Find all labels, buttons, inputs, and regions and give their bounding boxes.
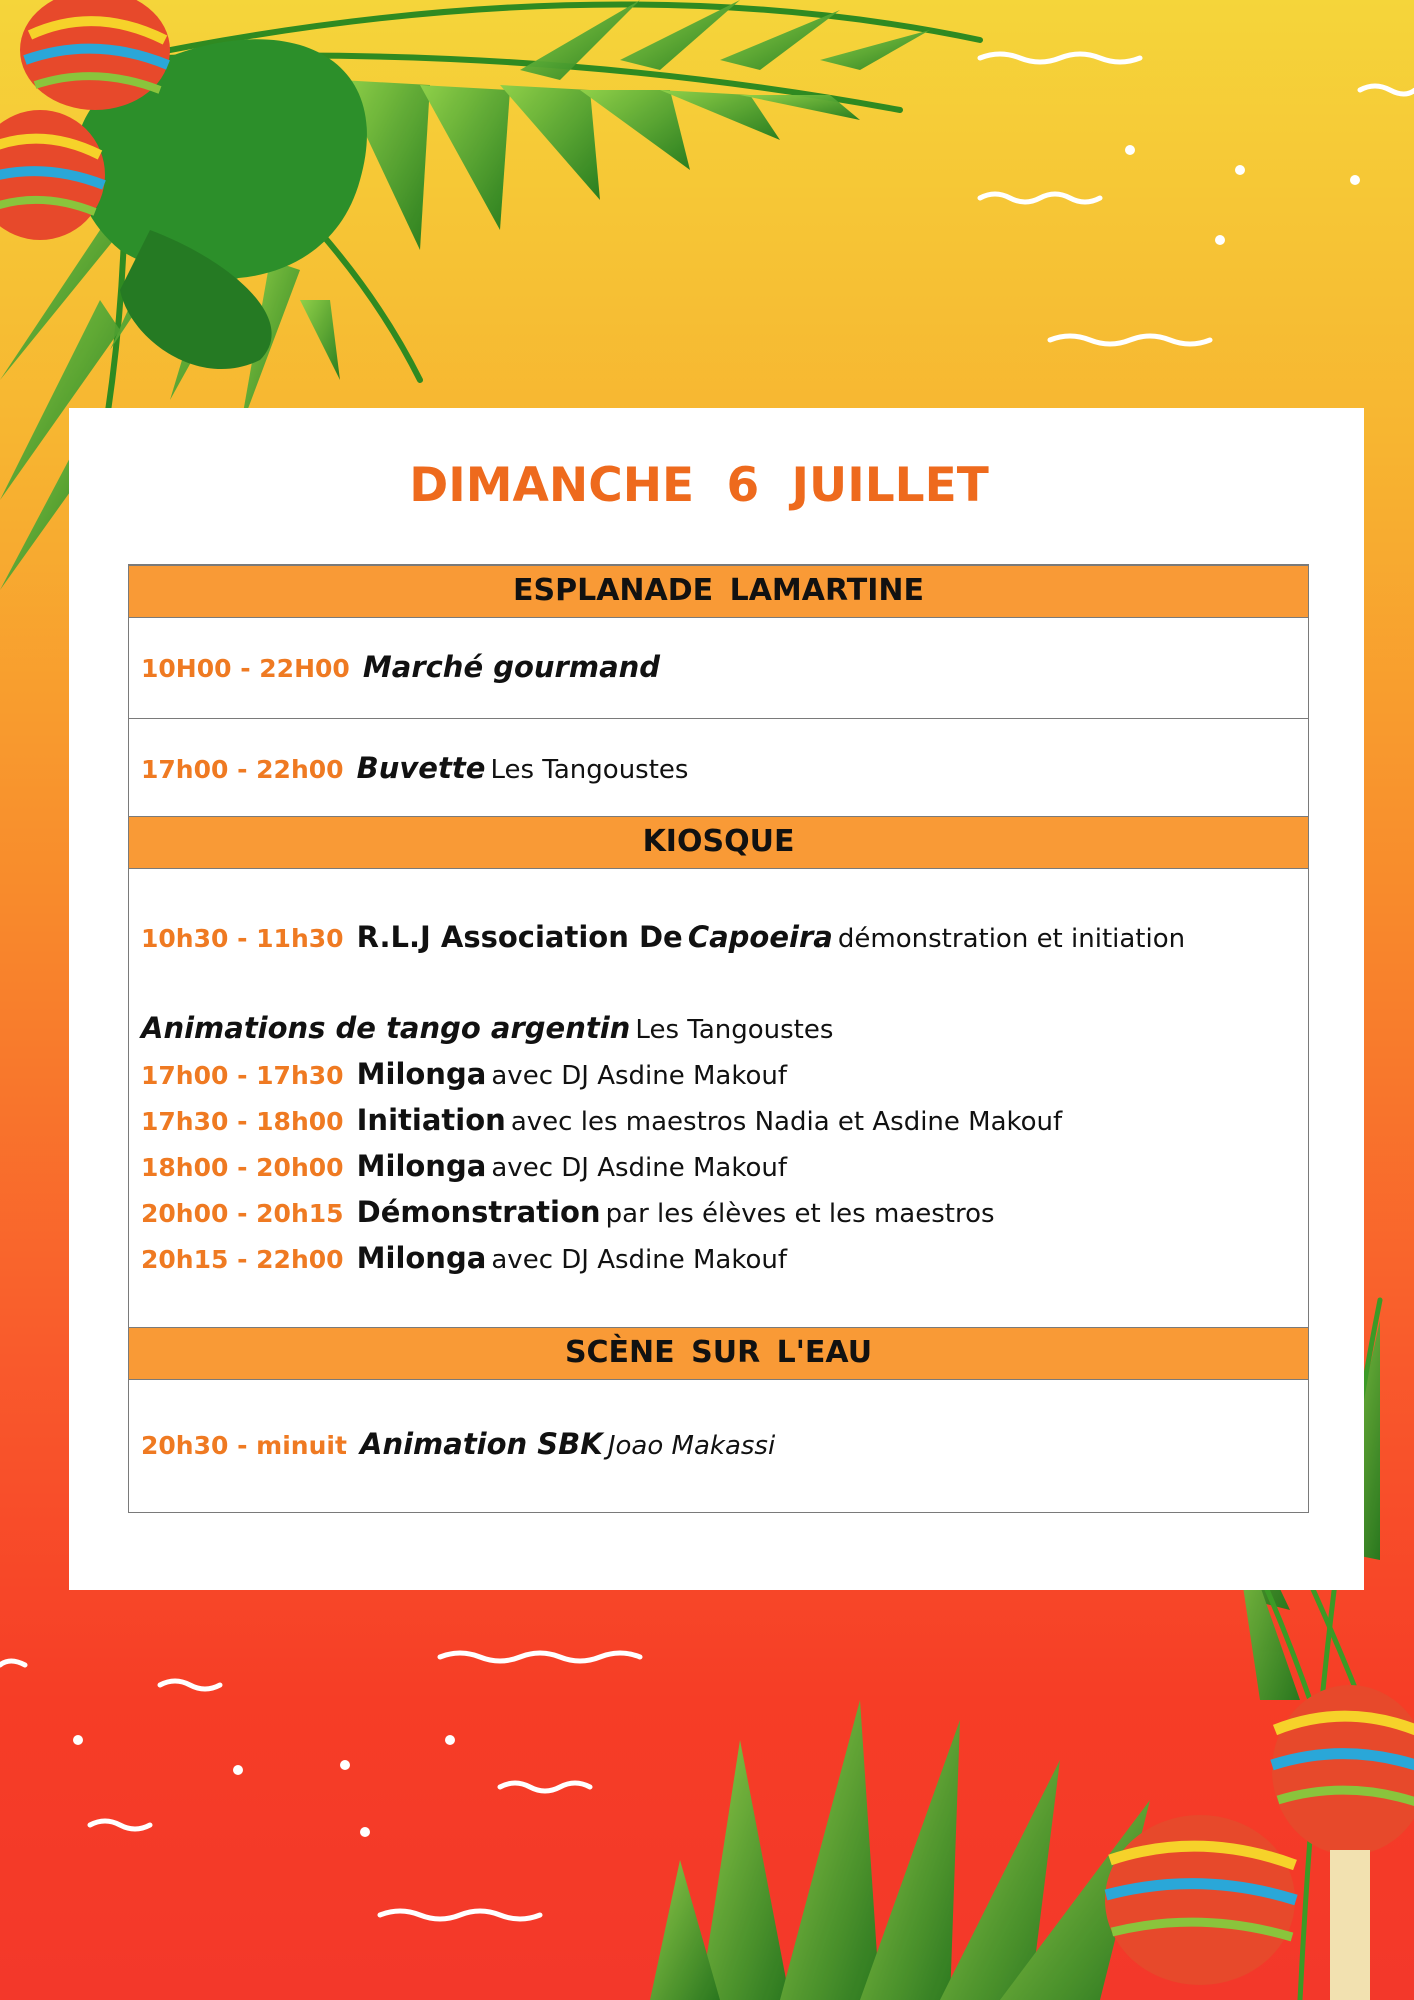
- schedule-row: [141, 920, 1185, 954]
- time-range: 10H00 - 22H00: [141, 654, 350, 683]
- time-range: 20h30 - minuit: [141, 1431, 347, 1460]
- section-header-kiosque: KIOSQUE: [129, 816, 1308, 869]
- maraca-icon: [1105, 1815, 1296, 1985]
- event-detail: démonstration et initiation: [837, 924, 1186, 954]
- section-header-esplanade: ESPLANADE LAMARTINE: [129, 565, 1308, 618]
- event-detail: avec les maestros Nadia et Asdine Makouf: [510, 1107, 1063, 1137]
- subheading-title: Animations de tango argentin: [141, 1011, 631, 1045]
- event-detail: avec DJ Asdine Makouf: [491, 1061, 788, 1091]
- event-detail: avec DJ Asdine Makouf: [491, 1153, 788, 1183]
- schedule-row: [141, 650, 660, 684]
- event-name: Démonstration: [356, 1195, 601, 1229]
- event-name: R.L.J Association De: [356, 920, 683, 954]
- event-name: Milonga: [356, 1149, 487, 1183]
- schedule-row: [141, 1427, 775, 1461]
- row-divider: [129, 718, 1308, 719]
- schedule-row: [141, 1241, 787, 1275]
- schedule-row: [141, 1103, 1062, 1137]
- event-name: Animation SBK: [360, 1427, 603, 1461]
- time-range: 10h30 - 11h30: [141, 924, 344, 953]
- schedule-row: [141, 1149, 787, 1183]
- schedule-row: [141, 1057, 787, 1091]
- section-header-scene: SCÈNE SUR L'EAU: [129, 1327, 1308, 1380]
- event-name: Buvette: [356, 751, 486, 785]
- time-range: 17h00 - 17h30: [141, 1061, 344, 1090]
- time-range: 17h00 - 22h00: [141, 755, 344, 784]
- time-range: 20h00 - 20h15: [141, 1199, 344, 1228]
- event-name: Milonga: [356, 1057, 487, 1091]
- schedule-row: [141, 1195, 995, 1229]
- event-name: Initiation: [356, 1103, 506, 1137]
- event-detail: Les Tangoustes: [490, 755, 689, 785]
- maraca-icon: [1272, 1685, 1414, 2000]
- event-name: Milonga: [356, 1241, 487, 1275]
- subheading-detail: Les Tangoustes: [635, 1015, 834, 1045]
- event-name-italic: Capoeira: [687, 920, 833, 954]
- time-range: 18h00 - 20h00: [141, 1153, 344, 1182]
- subheading-row: [141, 1011, 833, 1045]
- event-name: Marché gourmand: [362, 650, 661, 684]
- time-range: 20h15 - 22h00: [141, 1245, 344, 1274]
- event-detail: Joao Makassi: [607, 1431, 776, 1461]
- schedule-table: [128, 564, 1309, 1513]
- schedule-row: [141, 751, 688, 785]
- event-detail: par les élèves et les maestros: [605, 1199, 995, 1229]
- time-range: 17h30 - 18h00: [141, 1107, 344, 1136]
- page-title: DIMANCHE 6 JUILLET: [409, 458, 989, 513]
- event-detail: avec DJ Asdine Makouf: [491, 1245, 788, 1275]
